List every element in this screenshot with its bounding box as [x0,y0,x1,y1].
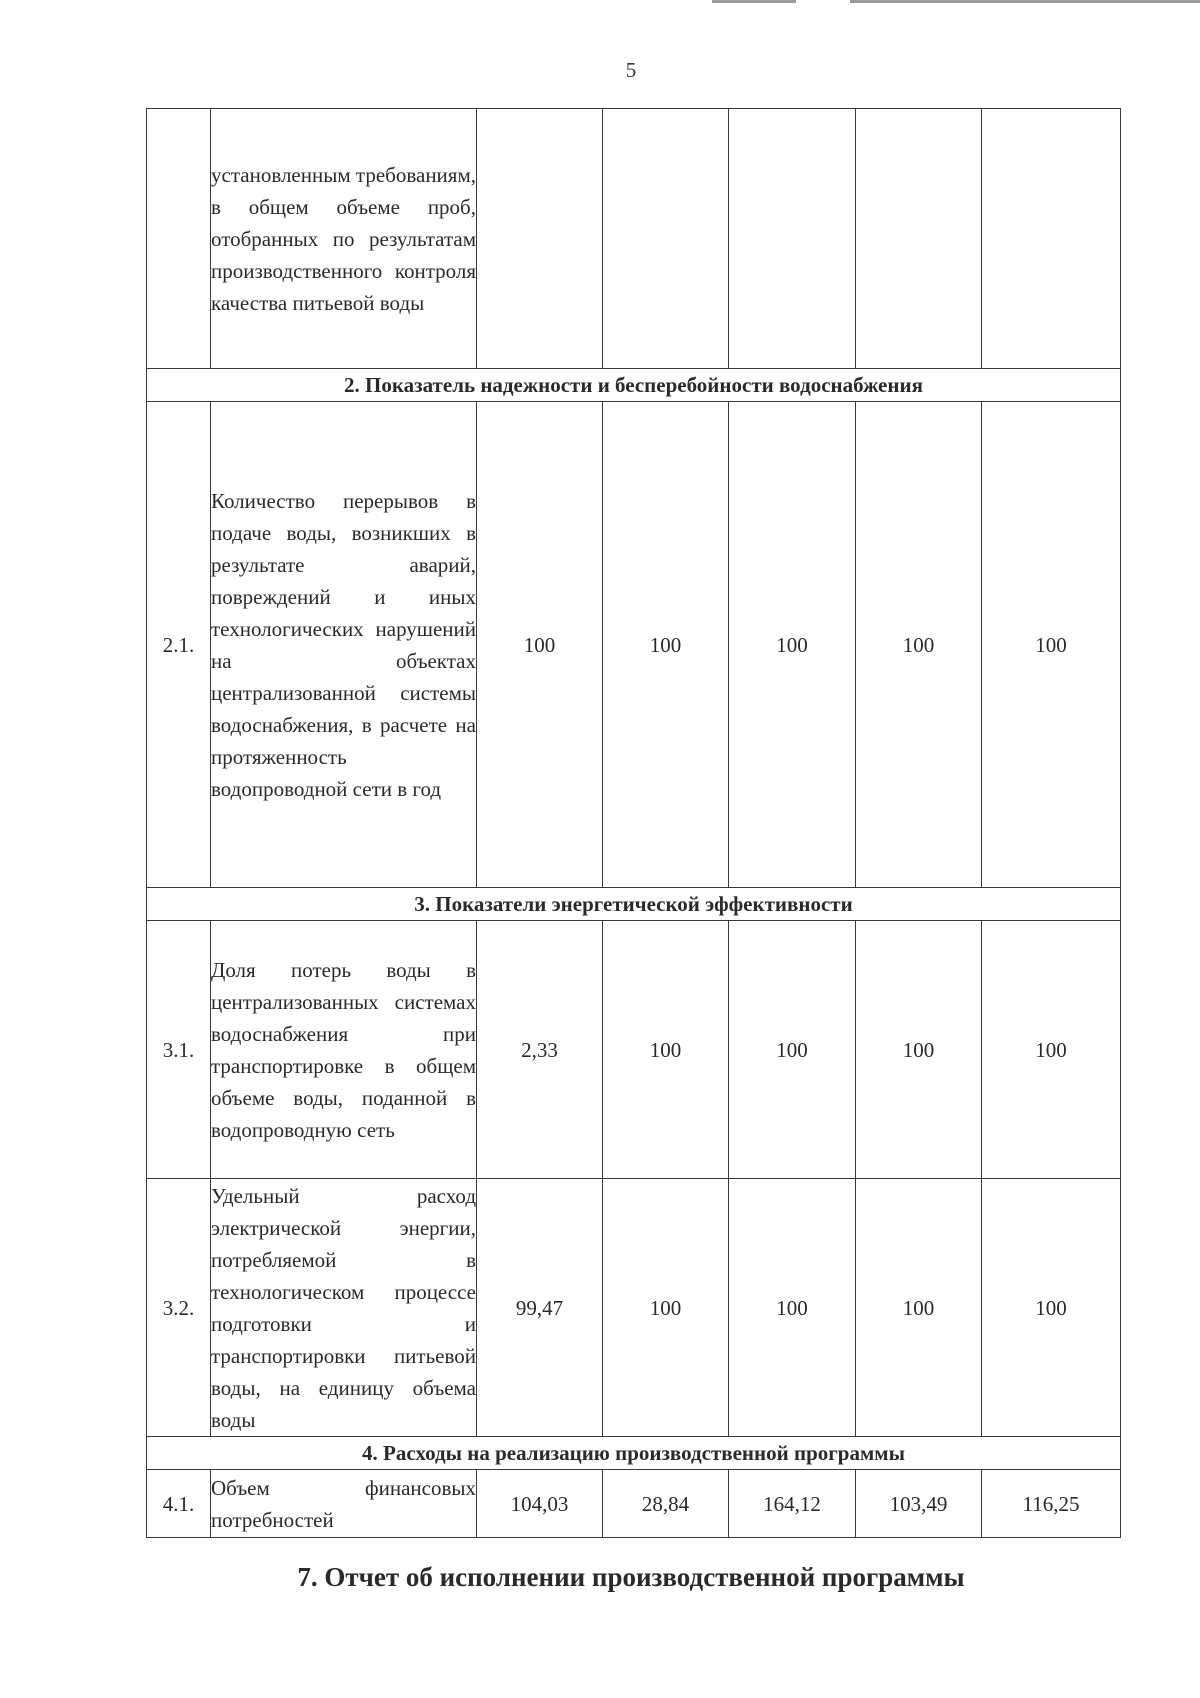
table-row [147,921,1121,1179]
indicators-table [146,108,1121,1538]
indicator-value: 99,47 [477,1179,603,1437]
table-row [147,1470,1121,1538]
table-row [147,1179,1121,1437]
indicator-value: 164,12 [729,1470,856,1538]
indicator-value [729,109,856,369]
indicator-value: 100 [729,921,856,1179]
indicator-description: Количество перерывов в подаче воды, возникших в результате аварий, повреждений и иных технологических нарушений на объектах централизованной системы водоснабжения, в расчете на протяженность водопроводной сети в год [211,402,477,888]
scan-edge-mark [850,0,1200,3]
indicator-description: Удельный расход электрической энергии, потребляемой в технологическом процессе подготовки и транспортировки питьевой воды, на единицу объема воды [211,1179,477,1437]
indicator-value: 104,03 [477,1470,603,1538]
table-row [147,402,1121,888]
indicator-value: 100 [982,921,1121,1179]
row-number: 4.1. [147,1470,211,1538]
section-heading: 7. Отчет об исполнении производственной программы [297,1562,965,1592]
indicator-value [856,109,982,369]
indicator-description: Объем финансовых потребностей [211,1470,477,1538]
indicator-value: 100 [729,402,856,888]
indicator-value: 100 [603,402,729,888]
indicator-value: 28,84 [603,1470,729,1538]
indicator-value: 116,25 [982,1470,1121,1538]
indicator-value: 100 [982,1179,1121,1437]
row-number: 2.1. [147,402,211,888]
indicator-value: 100 [603,1179,729,1437]
indicator-value [477,109,603,369]
indicator-value: 100 [729,1179,856,1437]
indicator-value: 100 [477,402,603,888]
indicator-value [982,109,1121,369]
section-header-row [147,1437,1121,1470]
section-title: 3. Показатели энергетической эффективности [147,888,1121,921]
section-title: 4. Расходы на реализацию производственной программы [147,1437,1121,1470]
section-header-row [147,888,1121,921]
indicator-value: 100 [982,402,1121,888]
indicator-value: 100 [603,921,729,1179]
indicator-description: установленным требованиям, в общем объеме проб, отобранных по результатам производственного контроля качества питьевой воды [211,109,477,369]
page-number: 5 [625,58,637,82]
indicator-value: 100 [856,402,982,888]
indicator-value: 103,49 [856,1470,982,1538]
section-title: 2. Показатель надежности и бесперебойности водоснабжения [147,369,1121,402]
table-row [147,109,1121,369]
section-header-row [147,369,1121,402]
row-number: 3.1. [147,921,211,1179]
row-number [147,109,211,369]
row-number: 3.2. [147,1179,211,1437]
indicator-value: 2,33 [477,921,603,1179]
indicator-value: 100 [856,1179,982,1437]
indicator-value [603,109,729,369]
scan-edge-mark [712,0,796,3]
indicator-value: 100 [856,921,982,1179]
indicator-description: Доля потерь воды в централизованных системах водоснабжения при транспортировке в общем объеме воды, поданной в водопроводную сеть [211,921,477,1179]
